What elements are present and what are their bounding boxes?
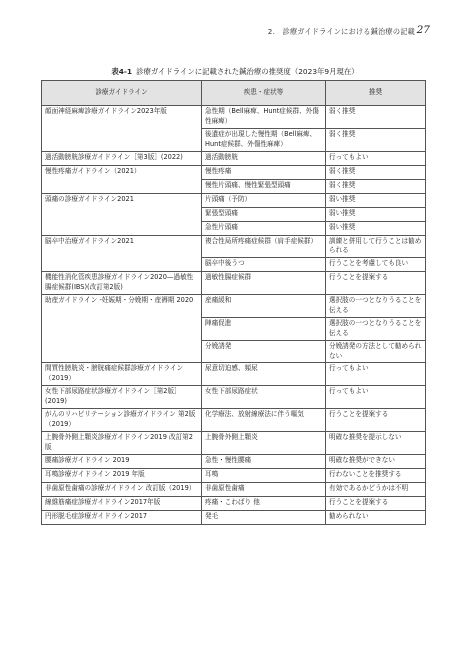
guideline-cell: 腰痛診療ガイドライン 2019 (42, 454, 202, 468)
table-row (42, 295, 426, 318)
table-caption (0, 66, 470, 77)
recommendation-cell: 行ってもよい (326, 386, 426, 409)
recommendation-cell: 弱く推奨 (326, 165, 426, 179)
guideline-cell: 耳鳴診療ガイドライン 2019 年版 (42, 468, 202, 482)
caption-text: 診療ガイドラインに記載された鍼治療の推奨度（2023年9月現在） (136, 67, 359, 76)
disease-cell: 化学療法、放射線療法に伴う嘔気 (202, 409, 326, 432)
recommendation-cell: 有効であるかどうかは不明 (326, 482, 426, 496)
recommendation-cell: 弱く推奨 (326, 128, 426, 151)
recommendation-cell: 行うことを提案する (326, 496, 426, 510)
disease-cell: 陣痛促進 (202, 317, 326, 340)
disease-cell: 耳鳴 (202, 468, 326, 482)
guideline-cell: 上腕骨外側上顆炎診療ガイドライン2019 改訂第2版 (42, 431, 202, 454)
disease-cell: 慢性疼痛 (202, 165, 326, 179)
disease-cell: 非歯原性歯痛 (202, 482, 326, 496)
disease-cell: 片頭痛（予防） (202, 193, 326, 207)
recommendation-cell: 弱い推奨 (326, 221, 426, 235)
table-row (42, 193, 426, 207)
recommendation-cell: 明確な推奨を提示しない (326, 431, 426, 454)
recommendation-cell: 弱い推奨 (326, 193, 426, 207)
disease-cell: 緊張型頭痛 (202, 207, 326, 221)
guideline-cell: 脳卒中治療ガイドライン2021 (42, 235, 202, 272)
table-row (42, 510, 426, 524)
section-title: 2. 診療ガイドラインにおける鍼治療の記載 (267, 27, 415, 36)
guideline-cell: 非歯原性歯痛の診療ガイドライン 改訂版（2019） (42, 482, 202, 496)
recommendation-cell: 選択肢の一つとなりうることを伝える (326, 317, 426, 340)
table-row (42, 468, 426, 482)
header-recommendation: 推奨 (326, 81, 426, 106)
table-row (42, 363, 426, 386)
caption-label: 表4-1 (111, 67, 133, 76)
disease-cell: 尿意切迫感、頻尿 (202, 363, 326, 386)
guideline-cell: がんのリハビリテーション診療ガイドライン 第2版（2019） (42, 409, 202, 432)
recommendation-cell: 行うことを考慮しても良い (326, 258, 426, 272)
guideline-cell: 慢性疼痛ガイドライン（2021） (42, 165, 202, 193)
recommendation-cell: 行うことを提案する (326, 272, 426, 295)
recommendation-cell: 行ってもよい (326, 363, 426, 386)
disease-cell: 過敏性腸症候群 (202, 272, 326, 295)
header-guideline: 診療ガイドライン (42, 81, 202, 106)
disease-cell: 疼痛・こわばり 他 (202, 496, 326, 510)
table-row (42, 165, 426, 179)
running-header (0, 26, 470, 40)
disease-cell: 慢性片頭痛、慢性緊張型頭痛 (202, 179, 326, 193)
guideline-cell: 機能性消化管疾患診療ガイドライン2020—過敏性腸症候群(IBS)(改訂第2版) (42, 272, 202, 295)
guideline-cell: 女性下部尿路症状診療ガイドライン［第2版］(2019) (42, 386, 202, 409)
guideline-cell: 間質性膀胱炎・膀胱痛症候群診療ガイドライン（2019） (42, 363, 202, 386)
disease-cell: 分娩誘発 (202, 340, 326, 363)
recommendation-cell: 弱く推奨 (326, 179, 426, 193)
table-row (42, 496, 426, 510)
table-row (42, 454, 426, 468)
table-header-row (42, 81, 426, 106)
disease-cell: 急性・慢性腰痛 (202, 454, 326, 468)
recommendation-cell: 分娩誘発の方法として勧められない (326, 340, 426, 363)
guideline-cell: 過活動膀胱診療ガイドライン［第3版］(2022) (42, 151, 202, 165)
page-number: 27 (416, 24, 430, 36)
recommendation-table (41, 80, 426, 525)
table-row (42, 386, 426, 409)
table-row (42, 235, 426, 258)
table-row (42, 272, 426, 295)
guideline-cell: 円形脱毛症診療ガイドライン2017 (42, 510, 202, 524)
disease-cell: 発毛 (202, 510, 326, 524)
guideline-cell: 助産ガイドライン -妊娠期・分娩期・産褥期 2020 (42, 295, 202, 363)
disease-cell: 女性下部尿路症状 (202, 386, 326, 409)
table-row (42, 431, 426, 454)
table-row (42, 106, 426, 129)
disease-cell: 過活動膀胱 (202, 151, 326, 165)
table-row (42, 482, 426, 496)
recommendation-cell: 行ってもよい (326, 151, 426, 165)
disease-cell: 後遺症が出現した慢性期（Bell麻痺、Hunt症候群、外傷性麻痺） (202, 128, 326, 151)
disease-cell: 脳卒中後うつ (202, 258, 326, 272)
disease-cell: 複合性局所疼痛症候群（肩手症候群） (202, 235, 326, 258)
table-row (42, 151, 426, 165)
recommendation-cell: 弱い推奨 (326, 207, 426, 221)
recommendation-cell: 行うことを提案する (326, 409, 426, 432)
recommendation-cell: 選択肢の一つとなりうることを伝える (326, 295, 426, 318)
guideline-cell: 頭痛の診療ガイドライン2021 (42, 193, 202, 235)
guideline-cell: 顔面神経麻痺診療ガイドライン2023年版 (42, 106, 202, 152)
guideline-cell: 線維筋痛症診療ガイドライン2017年版 (42, 496, 202, 510)
disease-cell: 急性期（Bell麻痺、Hunt症候群、外傷性麻痺） (202, 106, 326, 129)
table-body (42, 106, 426, 525)
recommendation-cell: 勧められない (326, 510, 426, 524)
disease-cell: 産痛緩和 (202, 295, 326, 318)
disease-cell: 上腕骨外側上顆炎 (202, 431, 326, 454)
recommendation-cell: 明確な推奨ができない (326, 454, 426, 468)
recommendation-cell: 行わないことを推奨する (326, 468, 426, 482)
recommendation-cell: 弱く推奨 (326, 106, 426, 129)
recommendation-cell: 訓練と併用して行うことは勧められる (326, 235, 426, 258)
disease-cell: 急性片頭痛 (202, 221, 326, 235)
header-disease: 疾患・症状等 (202, 81, 326, 106)
table-row (42, 409, 426, 432)
